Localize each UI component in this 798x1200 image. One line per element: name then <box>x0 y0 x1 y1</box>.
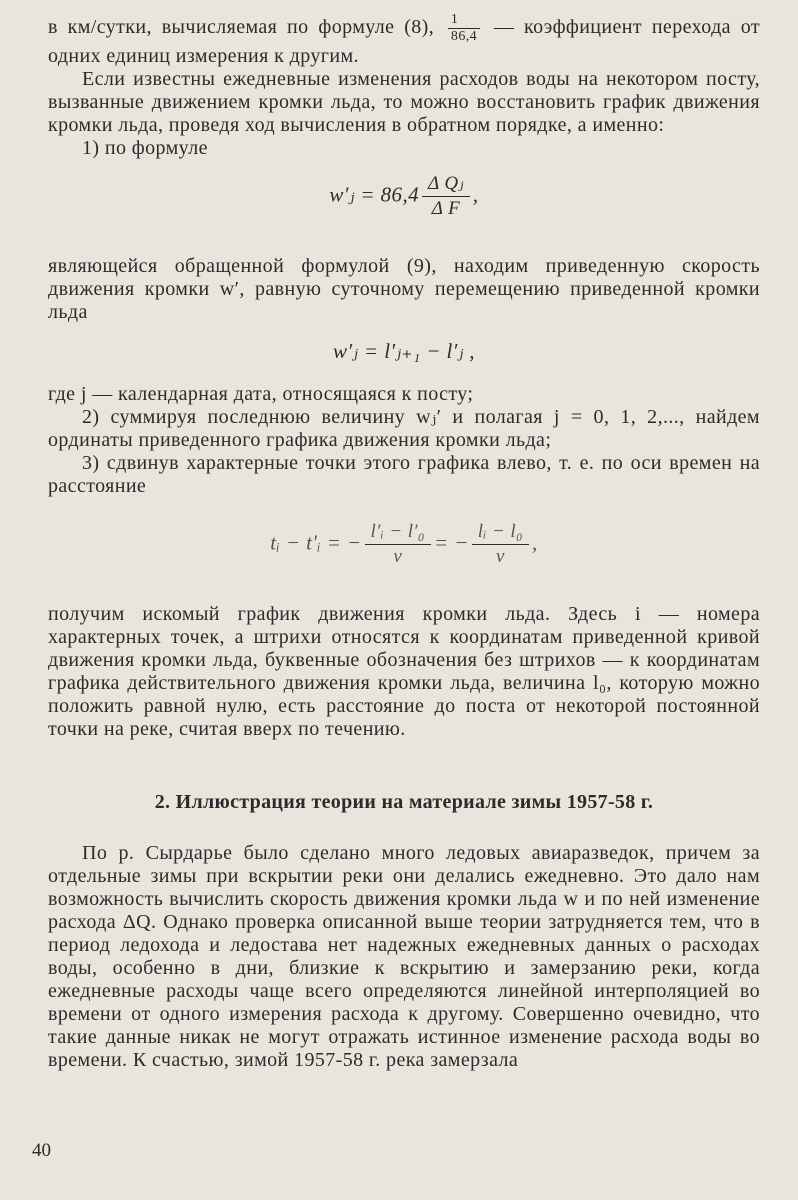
formula-1-fraction <box>422 172 470 221</box>
formula-1-lhs: w′ⱼ = 86,4 <box>329 182 419 207</box>
formula-3 <box>48 520 760 569</box>
formula-3-fraction-1 <box>365 520 431 569</box>
page-body <box>48 12 760 1072</box>
step-1: 1) по формуле <box>82 137 208 159</box>
paragraph-1-text-end: — коэффициент перехода от одних единиц измерения к другим. <box>48 16 760 67</box>
paragraph-5: получим искомый график движения кромки льда. Здесь i — номера характерных точек, а штрихи относятся к координатам приведенной кривой движения кромки льда, буквенные обозначения без штрихов — к координатам графика действительного движения кромки льда, величина l₀, которую можно положить равной нулю, есть расстояние до поста от некоторой постоянной точки на реке, считая вверх по течению. <box>48 603 760 740</box>
fraction-numerator: 1 <box>448 12 480 29</box>
page-number: 40 <box>32 1140 51 1161</box>
section-heading: 2. Иллюстрация теории на материале зимы 1957-58 г. <box>154 791 654 813</box>
formula-1 <box>48 172 760 221</box>
step-2: 2) суммируя последнюю величину wⱼ′ и полагая j = 0, 1, 2,..., найдем ординаты приведенного графика движения кромки льда; <box>48 406 760 451</box>
formula-1-tail: , <box>472 182 479 207</box>
paragraph-4: где j — календарная дата, относящаяся к посту; <box>48 383 474 405</box>
paragraph-1-text: в км/сутки, вычисляемая по формуле (8), <box>48 16 435 39</box>
formula-3-denominator-1: v <box>393 546 403 567</box>
paragraph-3: являющейся обращенной формулой (9), находим приведенную скорость движения кромки w′, равную суточному перемещению приведенной кромки льда <box>48 255 760 323</box>
fraction-1-over-86-4 <box>448 12 480 45</box>
fraction-denominator: 86,4 <box>450 29 478 44</box>
formula-3-numerator-1: l′ᵢ − l′₀ <box>365 520 431 545</box>
paragraph-1 <box>48 12 760 68</box>
formula-2: w′ⱼ = l′ⱼ₊₁ − l′ⱼ , <box>333 339 475 363</box>
step-3: 3) сдвинув характерные точки этого графика влево, т. е. по оси времен на расстояние <box>48 452 760 497</box>
paragraph-2: Если известны ежедневные изменения расходов воды на некотором посту, вызванные движением кромки льда, то можно восстановить график движения кромки льда, проведя ход вычисления в обратном порядке, а именно: <box>48 68 760 136</box>
formula-3-fraction-2 <box>472 520 529 569</box>
formula-3-tail: , <box>532 530 538 555</box>
formula-1-denominator: Δ F <box>431 198 461 219</box>
formula-3-lhs: tᵢ − t′ᵢ = − <box>270 530 362 555</box>
formula-3-numerator-2: lᵢ − l₀ <box>472 520 529 545</box>
paragraph-6: По р. Сырдарье было сделано много ледовых авиаразведок, причем за отдельные зимы при вскрытии реки они делались ежедневно. Это дало нам возможность вычислить скорость движения кромки льда w и по ней изменение расхода ΔQ. Однако проверка описанной выше теории затрудняется тем, что в период ледохода и ледостава нет надежных ежедневных данных о расходах воды, особенно в дни, близкие к вскрытию и замерзанию реки, когда ежедневные расходы чаще всего определяются линейной интерполяцией во времени от одного измерения расхода к другому. Совершенно очевидно, что такие данные никак не могут отражать истинное изменение расхода воды во времени. К счастью, зимой 1957-58 г. река замерзала <box>48 842 760 1071</box>
formula-3-mid: = − <box>433 530 469 555</box>
formula-1-numerator: Δ Qⱼ <box>422 172 470 197</box>
formula-3-denominator-2: v <box>495 546 505 567</box>
